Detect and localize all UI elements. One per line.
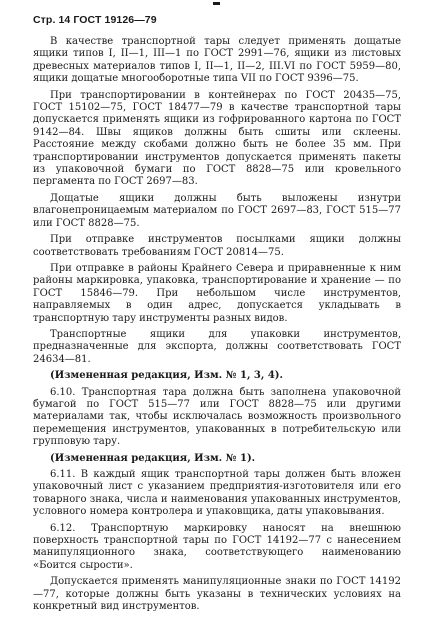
clause-6-12: 6.12. Транспортную маркировку наносят на внешнюю поверхность транспортной тары по ГОСТ 14192—77 с нанесением манипуляционного знака, соответствующего наименованию «Боится сырости». <box>33 522 401 571</box>
page-body <box>33 36 401 617</box>
page-header: Стр. 14 ГОСТ 19126—79 <box>33 14 157 26</box>
clause-6-11: 6.11. В каждый ящик транспортной тары должен быть вложен упаковочный лист с указанием предприятия-изготовителя или его товарного знака, числа и наименования упакованных инструментов, условного номера контролера и упаковщика, даты упаковывания. <box>33 469 401 518</box>
paragraph-lining: Дощатые ящики должны быть выложены изнутри влагонепроницаемым материалом по ГОСТ 2697—83, ГОСТ 515—77 или ГОСТ 8828—75. <box>33 192 401 229</box>
paragraph-transport-boxes: В качестве транспортной тары следует применять дощатые ящики типов I, II—1, III—1 по ГОСТ 2991—76, ящики из листовых древесных материалов типов I, II—1, II—2, III.VI по ГОСТ 5959—80, ящики дощатые многооборотные типа VII по ГОСТ 9396—75. <box>33 36 401 85</box>
clause-6-10: 6.10. Транспортная тара должна быть заполнена упаковочной бумагой по ГОСТ 515—77 или ГОСТ 8828—75 или другими материалами так, чтобы исключалась возможность произвольного перемещения инструментов, упакованных в потребительскую или групповую тару. <box>33 386 401 448</box>
paragraph-parcels: При отправке инструментов посылками ящики должны соответствовать требованиям ГОСТ 20814—75. <box>33 234 401 258</box>
paragraph-export: Транспортные ящики для упаковки инструментов, предназначенные для экспорта, должны соответствовать ГОСТ 24634—81. <box>33 328 401 365</box>
paragraph-far-north: При отправке в районы Крайнего Севера и приравненные к ним районы маркировка, упаковка, транспортирование и хранение — по ГОСТ 15846—79. При небольшом числе инструментов, направляемых в один адрес, допускается укладывать в транспортную тару инструменты разных видов. <box>33 262 401 324</box>
paragraph-containers: При транспортировании в контейнерах по ГОСТ 20435—75, ГОСТ 15102—75, ГОСТ 18477—79 в качестве транспортной тары допускается применять ящики из гофрированного картона по ГОСТ 9142—84. Швы ящиков должны быть сшиты или склеены. Расстояние между скобами должно быть не более 35 мм. При транспортировании инструментов допускается применять пакеты из упаковочной бумаги по ГОСТ 8828—75 или кровельного пергамента по ГОСТ 2697—83. <box>33 89 401 188</box>
amendment-note: (Измененная редакция, Изм. № 1, 3, 4). <box>50 370 283 382</box>
paragraph-handling-signs: Допускается применять манипуляционные знаки по ГОСТ 14192—77, которые должны быть указаны в технических условиях на конкретный вид инструментов. <box>33 576 401 613</box>
scan-mark <box>213 2 220 5</box>
amendment-note: (Измененная редакция, Изм. № 1). <box>50 452 256 464</box>
